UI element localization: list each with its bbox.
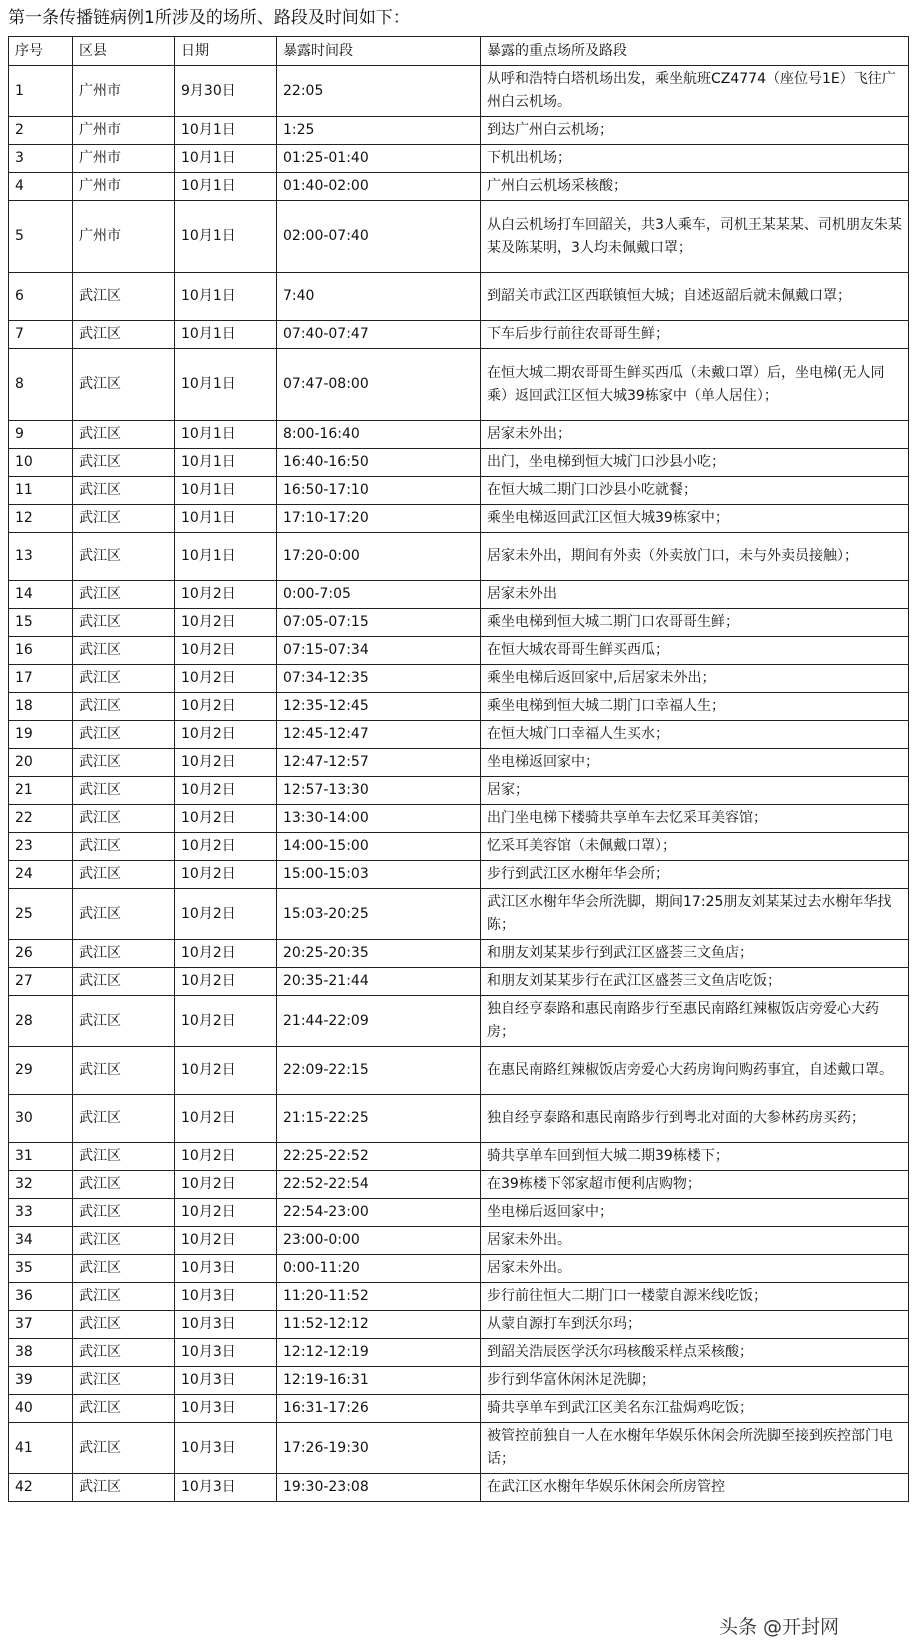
cell-time: 19:30-23:08 [277,1474,481,1502]
cell-date: 10月3日 [175,1311,277,1339]
cell-place: 在恒大城农哥哥生鲜买西瓜； [481,637,909,665]
cell-no: 36 [9,1283,73,1311]
table-row [9,173,909,201]
cell-time: 8:00-16:40 [277,421,481,449]
cell-district: 武江区 [73,505,175,533]
cell-time: 12:19-16:31 [277,1367,481,1395]
cell-date: 10月3日 [175,1283,277,1311]
table-row [9,321,909,349]
cell-no: 24 [9,861,73,889]
table-row [9,609,909,637]
cell-place: 在惠民南路红辣椒饭店旁爱心大药房询问购药事宜，自述戴口罩。 [481,1047,909,1095]
cell-no: 30 [9,1095,73,1143]
table-row [9,968,909,996]
table-header-row [9,37,909,66]
cell-place: 步行前往恒大二期门口一楼蒙自源米线吃饭； [481,1283,909,1311]
cell-no: 13 [9,533,73,581]
table-row [9,1311,909,1339]
cell-no: 17 [9,665,73,693]
cell-date: 10月2日 [175,609,277,637]
cell-no: 7 [9,321,73,349]
cell-district: 武江区 [73,1423,175,1474]
table-row [9,637,909,665]
table-row [9,1423,909,1474]
table-row [9,477,909,505]
cell-place: 坐电梯返回家中； [481,749,909,777]
table-row [9,1143,909,1171]
cell-time: 21:15-22:25 [277,1095,481,1143]
cell-no: 9 [9,421,73,449]
header-no: 序号 [9,37,73,66]
cell-time: 17:10-17:20 [277,505,481,533]
cell-district: 武江区 [73,1143,175,1171]
cell-no: 27 [9,968,73,996]
cell-time: 17:26-19:30 [277,1423,481,1474]
cell-place: 乘坐电梯到恒大城二期门口农哥哥生鲜； [481,609,909,637]
cell-time: 22:25-22:52 [277,1143,481,1171]
cell-district: 武江区 [73,861,175,889]
table-row [9,940,909,968]
cell-no: 15 [9,609,73,637]
table-row [9,749,909,777]
table-row [9,117,909,145]
cell-no: 28 [9,996,73,1047]
cell-place: 武江区水榭年华会所洗脚，期间17:25朋友刘某某过去水榭年华找陈； [481,889,909,940]
cell-date: 10月2日 [175,693,277,721]
table-row [9,1255,909,1283]
cell-no: 3 [9,145,73,173]
cell-date: 10月2日 [175,1171,277,1199]
cell-date: 10月1日 [175,117,277,145]
cell-time: 11:20-11:52 [277,1283,481,1311]
cell-no: 1 [9,66,73,117]
cell-district: 武江区 [73,1171,175,1199]
table-row [9,1283,909,1311]
cell-no: 32 [9,1171,73,1199]
cell-no: 12 [9,505,73,533]
cell-district: 武江区 [73,1367,175,1395]
cell-time: 20:35-21:44 [277,968,481,996]
table-row [9,1227,909,1255]
cell-time: 22:05 [277,66,481,117]
cell-date: 10月1日 [175,173,277,201]
cell-date: 10月2日 [175,996,277,1047]
cell-place: 到韶关浩辰医学沃尔玛核酸采样点采核酸； [481,1339,909,1367]
cell-place: 居家未外出。 [481,1255,909,1283]
table-row [9,1367,909,1395]
cell-date: 10月2日 [175,1143,277,1171]
cell-date: 10月2日 [175,1047,277,1095]
cell-district: 广州市 [73,145,175,173]
cell-district: 广州市 [73,117,175,145]
cell-district: 武江区 [73,1395,175,1423]
table-row [9,996,909,1047]
cell-place: 广州白云机场采核酸； [481,173,909,201]
table-row [9,1095,909,1143]
cell-time: 12:35-12:45 [277,693,481,721]
cell-no: 14 [9,581,73,609]
table-row [9,861,909,889]
cell-no: 39 [9,1367,73,1395]
cell-district: 武江区 [73,665,175,693]
cell-place: 步行到武江区水榭年华会所； [481,861,909,889]
cell-place: 独自经亨泰路和惠民南路步行至惠民南路红辣椒饭店旁爱心大药房； [481,996,909,1047]
cell-district: 武江区 [73,1311,175,1339]
cell-time: 17:20-0:00 [277,533,481,581]
cell-no: 31 [9,1143,73,1171]
cell-district: 广州市 [73,66,175,117]
table-row [9,449,909,477]
table-row [9,273,909,321]
cell-no: 10 [9,449,73,477]
cell-place: 骑共享单车到武江区美名东江盐焗鸡吃饭； [481,1395,909,1423]
cell-time: 16:50-17:10 [277,477,481,505]
cell-no: 34 [9,1227,73,1255]
cell-time: 07:15-07:34 [277,637,481,665]
cell-district: 武江区 [73,1283,175,1311]
cell-no: 40 [9,1395,73,1423]
cell-district: 武江区 [73,968,175,996]
cell-date: 10月3日 [175,1255,277,1283]
cell-place: 被管控前独自一人在水榭年华娱乐休闲会所洗脚至接到疾控部门电话； [481,1423,909,1474]
cell-place: 乘坐电梯到恒大城二期门口幸福人生； [481,693,909,721]
cell-time: 16:40-16:50 [277,449,481,477]
cell-no: 26 [9,940,73,968]
cell-no: 38 [9,1339,73,1367]
cell-district: 武江区 [73,477,175,505]
cell-district: 武江区 [73,349,175,421]
cell-district: 武江区 [73,693,175,721]
cell-date: 9月30日 [175,66,277,117]
cell-time: 20:25-20:35 [277,940,481,968]
cell-place: 居家未外出。 [481,1227,909,1255]
cell-time: 12:47-12:57 [277,749,481,777]
cell-time: 22:09-22:15 [277,1047,481,1095]
table-row [9,833,909,861]
cell-place: 从呼和浩特白塔机场出发，乘坐航班CZ4774（座位号1E）飞往广州白云机场。 [481,66,909,117]
cell-place: 居家； [481,777,909,805]
table-row [9,581,909,609]
cell-no: 6 [9,273,73,321]
cell-no: 2 [9,117,73,145]
cell-district: 武江区 [73,449,175,477]
cell-no: 25 [9,889,73,940]
cell-time: 0:00-7:05 [277,581,481,609]
cell-date: 10月2日 [175,805,277,833]
cell-place: 坐电梯后返回家中； [481,1199,909,1227]
cell-place: 下机出机场； [481,145,909,173]
cell-time: 07:40-07:47 [277,321,481,349]
cell-district: 武江区 [73,721,175,749]
cell-place: 居家未外出； [481,421,909,449]
cell-time: 0:00-11:20 [277,1255,481,1283]
cell-time: 07:34-12:35 [277,665,481,693]
cell-place: 到韶关市武江区西联镇恒大城；自述返韶后就未佩戴口罩； [481,273,909,321]
cell-date: 10月2日 [175,749,277,777]
cell-date: 10月1日 [175,349,277,421]
table-row [9,421,909,449]
cell-no: 5 [9,201,73,273]
cell-place: 在武江区水榭年华娱乐休闲会所房管控 [481,1474,909,1502]
cell-district: 武江区 [73,996,175,1047]
cell-date: 10月1日 [175,505,277,533]
cell-time: 21:44-22:09 [277,996,481,1047]
cell-date: 10月2日 [175,889,277,940]
header-time: 暴露时间段 [277,37,481,66]
cell-date: 10月3日 [175,1339,277,1367]
table-row [9,889,909,940]
table-row [9,693,909,721]
table-row [9,1199,909,1227]
cell-place: 在恒大城二期门口沙县小吃就餐； [481,477,909,505]
cell-date: 10月1日 [175,533,277,581]
cell-time: 07:05-07:15 [277,609,481,637]
cell-no: 41 [9,1423,73,1474]
table-row [9,805,909,833]
cell-time: 16:31-17:26 [277,1395,481,1423]
cell-date: 10月1日 [175,201,277,273]
cell-time: 01:25-01:40 [277,145,481,173]
cell-time: 23:00-0:00 [277,1227,481,1255]
cell-district: 武江区 [73,637,175,665]
cell-district: 武江区 [73,273,175,321]
cell-no: 23 [9,833,73,861]
cell-date: 10月2日 [175,1095,277,1143]
cell-district: 武江区 [73,805,175,833]
cell-no: 20 [9,749,73,777]
cell-district: 武江区 [73,321,175,349]
cell-no: 16 [9,637,73,665]
cell-date: 10月2日 [175,721,277,749]
table-row [9,533,909,581]
cell-district: 武江区 [73,833,175,861]
cell-district: 武江区 [73,749,175,777]
cell-time: 01:40-02:00 [277,173,481,201]
cell-no: 37 [9,1311,73,1339]
cell-district: 武江区 [73,777,175,805]
cell-place: 和朋友刘某某步行到武江区盛荟三文鱼店； [481,940,909,968]
cell-date: 10月2日 [175,940,277,968]
cell-no: 19 [9,721,73,749]
cell-no: 11 [9,477,73,505]
cell-no: 8 [9,349,73,421]
cell-time: 7:40 [277,273,481,321]
cell-no: 35 [9,1255,73,1283]
cell-place: 居家未外出，期间有外卖（外卖放门口，未与外卖员接触）； [481,533,909,581]
cell-date: 10月2日 [175,1199,277,1227]
cell-date: 10月3日 [175,1395,277,1423]
cell-place: 在39栋楼下邻家超市便利店购物； [481,1171,909,1199]
cell-district: 武江区 [73,1339,175,1367]
cell-date: 10月2日 [175,777,277,805]
cell-no: 21 [9,777,73,805]
table-row [9,1395,909,1423]
table-row [9,665,909,693]
cell-place: 乘坐电梯返回武江区恒大城39栋家中； [481,505,909,533]
cell-date: 10月1日 [175,477,277,505]
cell-place: 步行到华富休闲沐足洗脚； [481,1367,909,1395]
cell-time: 11:52-12:12 [277,1311,481,1339]
cell-time: 14:00-15:00 [277,833,481,861]
cell-district: 武江区 [73,1095,175,1143]
cell-district: 广州市 [73,173,175,201]
header-place: 暴露的重点场所及路段 [481,37,909,66]
cell-place: 下车后步行前往农哥哥生鲜； [481,321,909,349]
cell-place: 在恒大城二期农哥哥生鲜买西瓜（未戴口罩）后，坐电梯(无人同乘）返回武江区恒大城39栋家中（单人居住）； [481,349,909,421]
header-district: 区县 [73,37,175,66]
cell-place: 居家未外出 [481,581,909,609]
header-date: 日期 [175,37,277,66]
cell-date: 10月1日 [175,145,277,173]
watermark: 头条 @开封网 [715,1612,843,1639]
cell-district: 武江区 [73,889,175,940]
exposure-table [8,36,909,1502]
cell-place: 和朋友刘某某步行在武江区盛荟三文鱼店吃饭； [481,968,909,996]
cell-place: 从白云机场打车回韶关，共3人乘车，司机王某某某、司机朋友朱某某及陈某明，3人均未佩戴口罩； [481,201,909,273]
cell-date: 10月1日 [175,421,277,449]
cell-no: 18 [9,693,73,721]
cell-date: 10月2日 [175,581,277,609]
cell-district: 武江区 [73,581,175,609]
cell-date: 10月3日 [175,1423,277,1474]
table-row [9,1171,909,1199]
cell-district: 武江区 [73,1255,175,1283]
table-row [9,145,909,173]
cell-time: 22:52-22:54 [277,1171,481,1199]
cell-date: 10月1日 [175,273,277,321]
cell-no: 22 [9,805,73,833]
table-row [9,777,909,805]
table-row [9,201,909,273]
cell-no: 4 [9,173,73,201]
cell-place: 在恒大城门口幸福人生买水； [481,721,909,749]
cell-place: 到达广州白云机场； [481,117,909,145]
cell-district: 武江区 [73,1227,175,1255]
cell-district: 武江区 [73,609,175,637]
cell-date: 10月2日 [175,1227,277,1255]
cell-time: 15:03-20:25 [277,889,481,940]
cell-district: 武江区 [73,533,175,581]
cell-time: 15:00-15:03 [277,861,481,889]
table-row [9,1047,909,1095]
cell-date: 10月2日 [175,861,277,889]
cell-date: 10月2日 [175,637,277,665]
table-row [9,1339,909,1367]
cell-place: 乘坐电梯后返回家中,后居家未外出； [481,665,909,693]
cell-district: 武江区 [73,1199,175,1227]
cell-no: 42 [9,1474,73,1502]
table-row [9,1474,909,1502]
cell-place: 出门坐电梯下楼骑共享单车去忆采耳美容馆； [481,805,909,833]
cell-place: 独自经亨泰路和惠民南路步行到粤北对面的大参林药房买药； [481,1095,909,1143]
cell-no: 29 [9,1047,73,1095]
table-row [9,349,909,421]
cell-date: 10月1日 [175,449,277,477]
cell-time: 07:47-08:00 [277,349,481,421]
cell-date: 10月2日 [175,665,277,693]
cell-time: 13:30-14:00 [277,805,481,833]
cell-district: 武江区 [73,1474,175,1502]
cell-date: 10月3日 [175,1367,277,1395]
cell-place: 忆采耳美容馆（未佩戴口罩）； [481,833,909,861]
cell-district: 武江区 [73,940,175,968]
cell-date: 10月2日 [175,833,277,861]
cell-time: 1:25 [277,117,481,145]
cell-place: 出门，坐电梯到恒大城门口沙县小吃； [481,449,909,477]
page-title: 第一条传播链病例1所涉及的场所、路段及时间如下： [8,8,410,28]
cell-place: 骑共享单车回到恒大城二期39栋楼下； [481,1143,909,1171]
cell-place: 从蒙自源打车到沃尔玛； [481,1311,909,1339]
table-row [9,721,909,749]
table-row [9,66,909,117]
cell-time: 12:45-12:47 [277,721,481,749]
cell-district: 武江区 [73,421,175,449]
cell-date: 10月2日 [175,968,277,996]
cell-date: 10月3日 [175,1474,277,1502]
table-row [9,505,909,533]
cell-date: 10月1日 [175,321,277,349]
cell-time: 02:00-07:40 [277,201,481,273]
cell-time: 12:12-12:19 [277,1339,481,1367]
cell-district: 武江区 [73,1047,175,1095]
cell-time: 12:57-13:30 [277,777,481,805]
cell-no: 33 [9,1199,73,1227]
cell-time: 22:54-23:00 [277,1199,481,1227]
cell-district: 广州市 [73,201,175,273]
